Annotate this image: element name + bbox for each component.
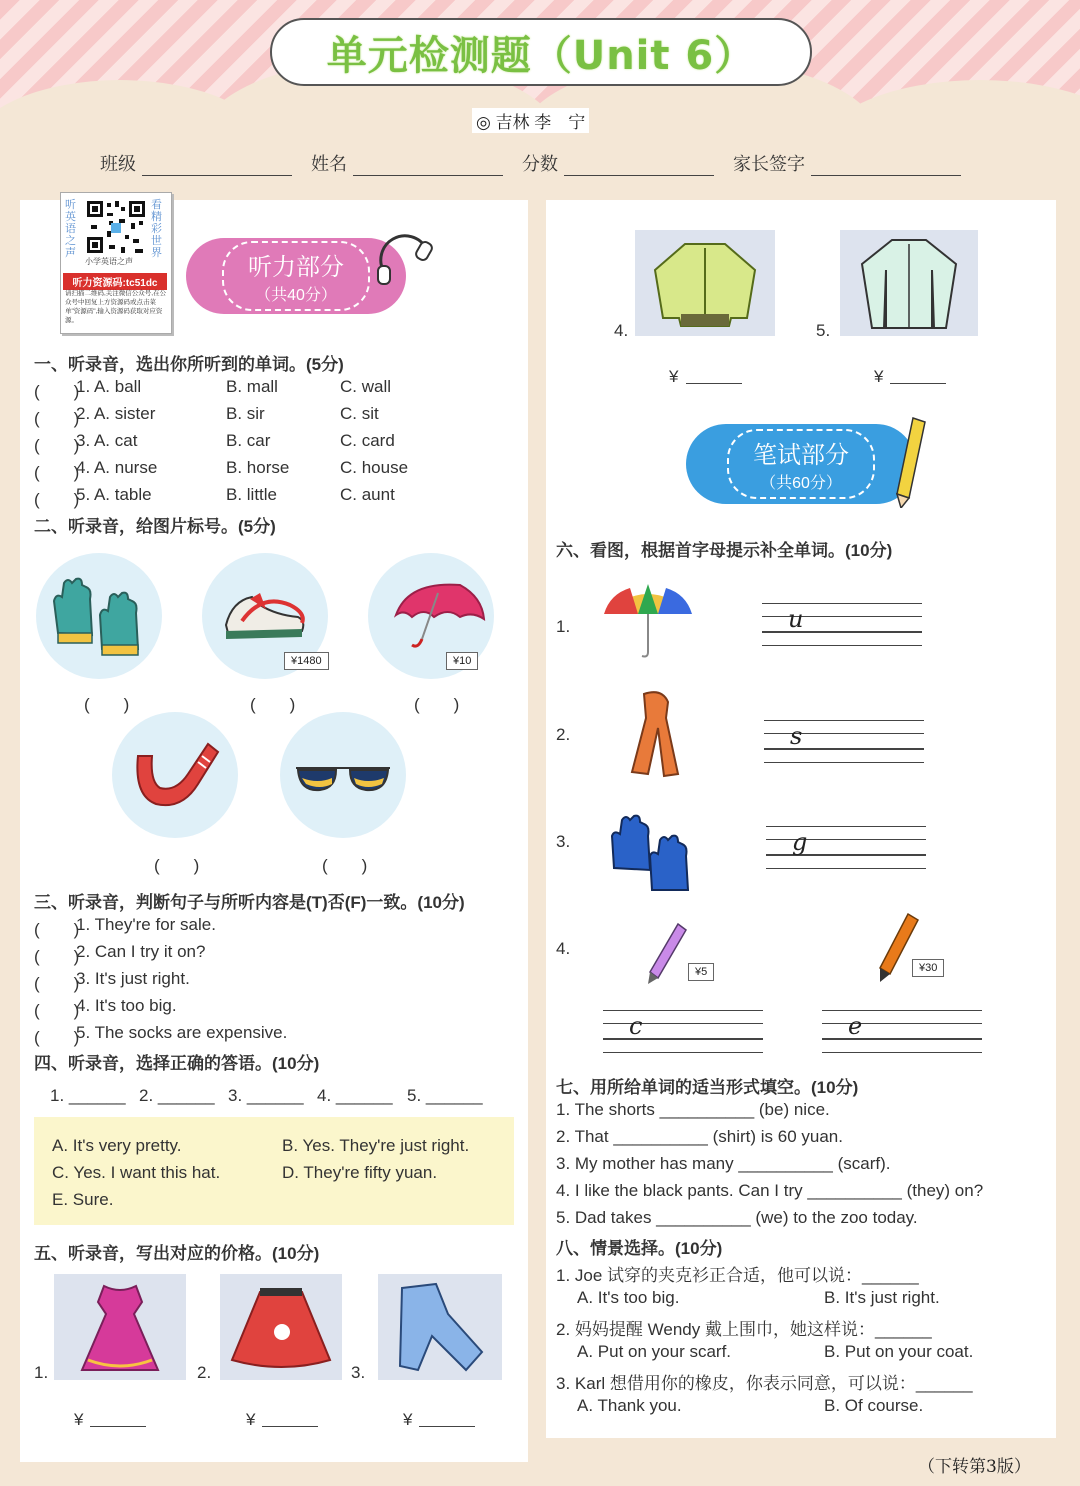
scarf-icon [112, 712, 238, 838]
fill-in-sentence[interactable]: 4. I like the black pants. Can I try __________ (they) on? [556, 1181, 984, 1200]
item-num: 1. [34, 1363, 49, 1382]
grid-line [766, 868, 926, 869]
option-b: B. Of course. [824, 1396, 924, 1415]
writing-badge [686, 424, 916, 504]
hint-letter: g [792, 828, 808, 856]
item-num: 4. [556, 939, 571, 958]
grid-line [603, 1052, 763, 1053]
qr-code-icon [85, 199, 147, 255]
answer-paren[interactable]: ( ) [84, 695, 130, 714]
answer-paren[interactable]: ( ) [250, 695, 296, 714]
option-a: A. Thank you. [577, 1396, 682, 1415]
answer-paren[interactable]: ( ) [34, 974, 80, 993]
option-a: 2. A. sister [76, 404, 156, 423]
item-num: 5. [816, 321, 831, 340]
price-tag-pencil: ¥30 [912, 959, 944, 977]
option-b: B. sir [226, 404, 265, 423]
grid-line [764, 748, 924, 750]
writing-grid[interactable] [766, 826, 926, 868]
yen-sign: ¥ [246, 1410, 256, 1429]
grid-line [766, 839, 926, 840]
answer-paren[interactable]: ( ) [34, 1028, 80, 1047]
writing-grid[interactable] [603, 1010, 763, 1052]
name-label: 姓名 [311, 154, 348, 174]
answer-paren[interactable]: ( ) [322, 856, 368, 875]
scarf-picture [112, 712, 238, 838]
price-blank-2[interactable] [262, 1426, 318, 1427]
section-8-title: 八、情景选择。(10分) [556, 1239, 723, 1258]
author-line: ◎ 吉林 李 宁 [472, 108, 589, 133]
option-b: B. It's just right. [824, 1288, 940, 1307]
item-num: 4. [614, 321, 629, 340]
price-tag-umbrella: ¥10 [446, 652, 478, 670]
qr-caption: 小学英语之声 [85, 257, 133, 266]
statement: 1. They're for sale. [76, 915, 216, 934]
price-blank-3[interactable] [419, 1426, 475, 1427]
answer-paren[interactable]: ( ) [34, 947, 80, 966]
yen-sign: ¥ [669, 367, 679, 386]
price-blank-5[interactable] [890, 383, 946, 384]
grid-line [822, 1023, 982, 1024]
fill-in-sentence[interactable]: 1. The shorts __________ (be) nice. [556, 1100, 830, 1119]
writing-title: 笔试部分 [753, 442, 849, 469]
class-field[interactable] [142, 155, 292, 176]
option-a: 3. A. cat [76, 431, 138, 450]
writing-grid[interactable] [764, 720, 924, 762]
qr-note: 请扫描二维码,关注微信公众号,在公众号中回复上方资源码或点击菜单"资源码",输入资源码获取对应资源。 [65, 290, 167, 324]
writing-grid[interactable] [822, 1010, 982, 1052]
jeans-picture [378, 1274, 502, 1380]
option-b: B. mall [226, 377, 278, 396]
umbrella-icon [600, 580, 696, 660]
answer-paren[interactable]: ( ) [34, 490, 80, 509]
answer-blank-1[interactable]: 1. ______ [50, 1086, 126, 1105]
answer-paren[interactable]: ( ) [154, 856, 200, 875]
grid-line [764, 762, 924, 763]
gloves-icon [608, 810, 698, 896]
scenario-question[interactable]: 2. 妈妈提醒 Wendy 戴上围巾，她这样说：______ [556, 1320, 932, 1339]
choice-a: A. It's very pretty. [52, 1136, 182, 1155]
yen-sign: ¥ [74, 1410, 84, 1429]
answer-paren[interactable]: ( ) [34, 409, 80, 428]
statement: 4. It's too big. [76, 996, 177, 1015]
parent-sign-field[interactable] [811, 155, 961, 176]
parent-sign-label: 家长签字 [733, 154, 806, 174]
dress-icon [54, 1274, 186, 1380]
grid-line [762, 631, 922, 633]
pencil-icon [895, 416, 929, 508]
choice-c: C. Yes. I want this hat. [52, 1163, 221, 1182]
option-c: C. sit [340, 404, 379, 423]
grid-line [762, 616, 922, 617]
writing-sub: （共60分） [760, 475, 842, 492]
answer-paren[interactable]: ( ) [414, 695, 460, 714]
option-a: 5. A. table [76, 485, 152, 504]
item-num: 1. [556, 617, 571, 636]
section-3-title: 三、听录音，判断句子与所听内容是(T)否(F)一致。(10分) [34, 893, 465, 912]
answer-blank-3[interactable]: 3. ______ [228, 1086, 304, 1105]
grid-line [822, 1010, 982, 1011]
name-field[interactable] [353, 155, 503, 176]
dress-picture [54, 1274, 186, 1380]
section-7-title: 七、用所给单词的适当形式填空。(10分) [556, 1078, 859, 1097]
option-b: B. Put on your coat. [824, 1342, 974, 1361]
grid-line [766, 854, 926, 856]
page-footer: （下转第3版） [918, 1457, 1031, 1477]
item-num: 3. [556, 832, 571, 851]
class-label: 班级 [100, 154, 136, 174]
price-blank-1[interactable] [90, 1426, 146, 1427]
score-label: 分数 [522, 154, 559, 174]
choice-e: E. Sure. [52, 1190, 114, 1209]
pen-icon [644, 922, 688, 986]
hint-letter: u [788, 605, 804, 633]
grid-line [603, 1010, 763, 1011]
listening-badge [186, 238, 406, 314]
option-a: A. It's too big. [577, 1288, 680, 1307]
answer-blank-5[interactable]: 5. ______ [407, 1086, 483, 1105]
answer-paren[interactable]: ( ) [34, 1001, 80, 1020]
option-b: B. little [226, 485, 278, 504]
shirt-picture [840, 230, 978, 336]
price-blank-4[interactable] [686, 383, 742, 384]
scenario-question[interactable]: 1. Joe 试穿的夹克衫正合适，他可以说：______ [556, 1266, 919, 1285]
grid-line [766, 826, 926, 827]
sunglasses-picture [280, 712, 406, 838]
score-field[interactable] [564, 155, 714, 176]
scarf-icon [618, 688, 692, 784]
item-num: 2. [556, 725, 571, 744]
option-c: C. card [340, 431, 395, 450]
hint-letter: e [848, 1012, 863, 1040]
headphones-icon [376, 228, 436, 290]
section-1-title: 一、听录音，选出你所听到的单词。(5分) [34, 355, 344, 374]
page-title: 单元检测题（Unit 6） [270, 18, 812, 86]
hint-letter: c [629, 1012, 643, 1040]
skirt-picture [220, 1274, 342, 1380]
answer-paren[interactable]: ( ) [34, 436, 80, 455]
option-c: C. house [340, 458, 409, 477]
item-num: 2. [197, 1363, 212, 1382]
option-a: A. Put on your scarf. [577, 1342, 732, 1361]
yen-sign: ¥ [874, 367, 884, 386]
section-5-title: 五、听录音，写出对应的价格。(10分) [34, 1244, 320, 1263]
scenario-question[interactable]: 3. Karl 想借用你的橡皮，你表示同意，可以说：______ [556, 1374, 973, 1393]
fill-in-sentence[interactable]: 2. That __________ (shirt) is 60 yuan. [556, 1127, 843, 1146]
grid-line [762, 603, 922, 604]
listening-sub: （共40分） [255, 287, 337, 304]
option-b: B. car [226, 431, 271, 450]
grid-line [762, 645, 922, 646]
price-tag-pen: ¥5 [688, 963, 714, 981]
jacket-icon [635, 230, 775, 336]
choice-b: B. Yes. They're just right. [282, 1136, 470, 1155]
fill-in-sentence[interactable]: 3. My mother has many __________ (scarf). [556, 1154, 891, 1173]
skirt-icon [220, 1274, 342, 1380]
listening-title: 听力部分 [248, 254, 344, 281]
section-4-title: 四、听录音，选择正确的答语。(10分) [34, 1054, 320, 1073]
grid-line [603, 1023, 763, 1024]
qr-card[interactable] [60, 192, 172, 334]
jacket-picture [635, 230, 775, 336]
option-c: C. aunt [340, 485, 395, 504]
price-tag-sneakers: ¥1480 [284, 652, 329, 670]
grid-line [603, 1038, 763, 1040]
sunglasses-icon [280, 712, 406, 838]
grid-line [764, 720, 924, 721]
item-num: 3. [351, 1363, 366, 1382]
statement: 5. The socks are expensive. [76, 1023, 288, 1042]
qr-code-label: 听力资源码:tc51dc [63, 273, 167, 290]
hint-letter: s [790, 722, 803, 750]
shirt-icon [840, 230, 978, 336]
answer-paren[interactable]: ( ) [34, 920, 80, 939]
writing-grid[interactable] [762, 603, 922, 645]
qr-right-text: 看精彩世界 [151, 199, 162, 259]
choice-d: D. They're fifty yuan. [282, 1163, 438, 1182]
option-a: 4. A. nurse [76, 458, 158, 477]
jeans-icon [378, 1274, 502, 1380]
grid-line [822, 1052, 982, 1053]
option-c: C. wall [340, 377, 392, 396]
qr-left-text: 听英语之声 [65, 199, 76, 259]
student-info-bar [100, 150, 975, 176]
grid-line [822, 1038, 982, 1040]
answer-blank-2[interactable]: 2. ______ [139, 1086, 215, 1105]
answer-paren[interactable]: ( ) [34, 463, 80, 482]
section-2-title: 二、听录音，给图片标号。(5分) [34, 517, 276, 536]
statement: 3. It's just right. [76, 969, 190, 988]
yen-sign: ¥ [403, 1410, 413, 1429]
gloves-picture [36, 553, 162, 679]
fill-in-sentence[interactable]: 5. Dad takes __________ (we) to the zoo today. [556, 1208, 918, 1227]
answer-blank-4[interactable]: 4. ______ [317, 1086, 393, 1105]
option-b: B. horse [226, 458, 290, 477]
section-6-title: 六、看图，根据首字母提示补全单词。(10分) [556, 541, 893, 560]
answer-paren[interactable]: ( ) [34, 382, 80, 401]
statement: 2. Can I try it on? [76, 942, 206, 961]
gloves-icon [36, 553, 162, 679]
option-a: 1. A. ball [76, 377, 142, 396]
grid-line [764, 733, 924, 734]
